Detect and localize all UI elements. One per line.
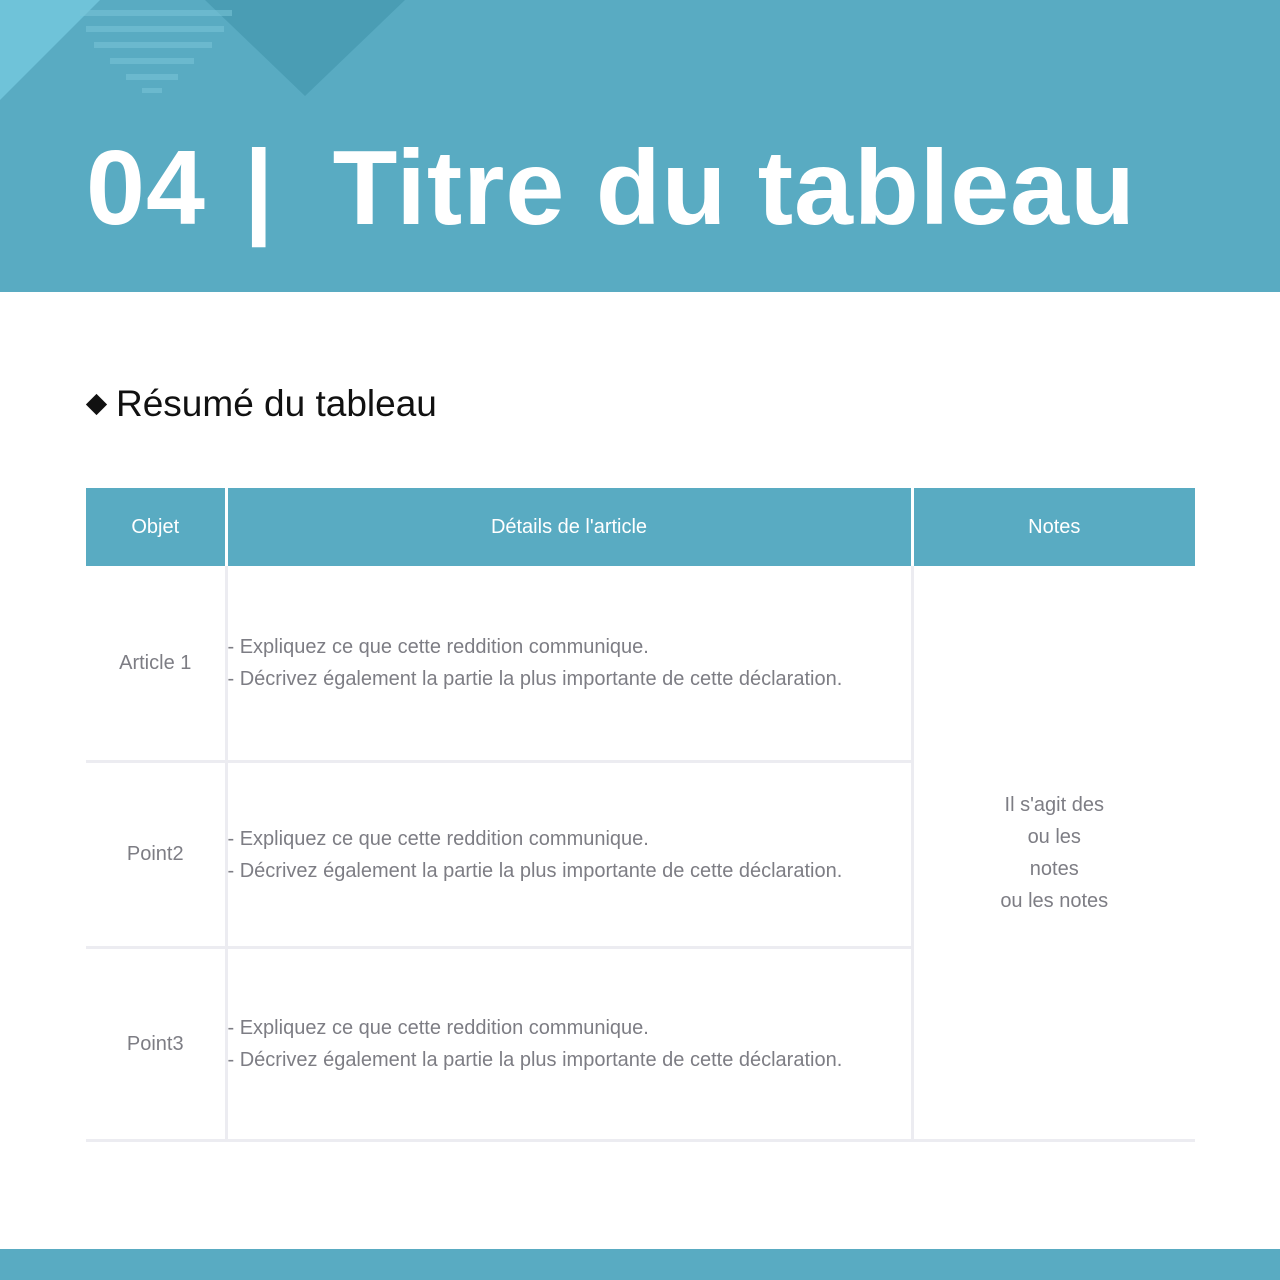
diamond-bullet-icon xyxy=(86,393,107,414)
section-heading-text: Résumé du tableau xyxy=(116,383,437,424)
section-heading xyxy=(86,380,437,428)
details-line: - Décrivez également la partie la plus importante de cette déclaration. xyxy=(227,668,843,690)
notes-line: ou les notes xyxy=(1000,889,1109,912)
page-title xyxy=(86,118,1136,258)
column-header-object: Objet xyxy=(86,488,226,566)
column-header-details: Détails de l'article xyxy=(226,488,912,566)
notes-line: notes xyxy=(1029,857,1079,880)
details-line: - Expliquez ce que cette reddition communique. xyxy=(227,636,649,658)
deco-dark-triangle xyxy=(205,0,405,96)
notes-line: Il s'agit des xyxy=(1004,793,1104,816)
table-row xyxy=(86,566,1195,762)
header-decoration xyxy=(0,0,420,110)
table-header-row xyxy=(86,488,1195,566)
deco-stripes xyxy=(80,10,232,93)
header-band xyxy=(0,0,1280,292)
row-details xyxy=(226,566,912,762)
row-details xyxy=(226,762,912,948)
notes-line: ou les xyxy=(1027,825,1081,848)
row-object: Article 1 xyxy=(86,566,226,762)
details-line: - Décrivez également la partie la plus importante de cette déclaration. xyxy=(227,1049,843,1071)
column-header-notes: Notes xyxy=(912,488,1195,566)
row-object: Point3 xyxy=(86,948,226,1141)
notes-cell xyxy=(912,566,1195,1141)
footer-band xyxy=(0,1249,1280,1280)
details-line: - Expliquez ce que cette reddition communique. xyxy=(227,827,649,850)
row-object: Point2 xyxy=(86,762,226,948)
details-line: - Expliquez ce que cette reddition communique. xyxy=(227,1017,649,1039)
section-number: 04 xyxy=(86,128,206,247)
summary-table xyxy=(86,488,1195,1142)
title-separator: | xyxy=(243,128,275,247)
row-details xyxy=(226,948,912,1141)
title-text: Titre du tableau xyxy=(332,128,1136,247)
details-line: - Décrivez également la partie la plus importante de cette déclaration. xyxy=(227,859,843,882)
